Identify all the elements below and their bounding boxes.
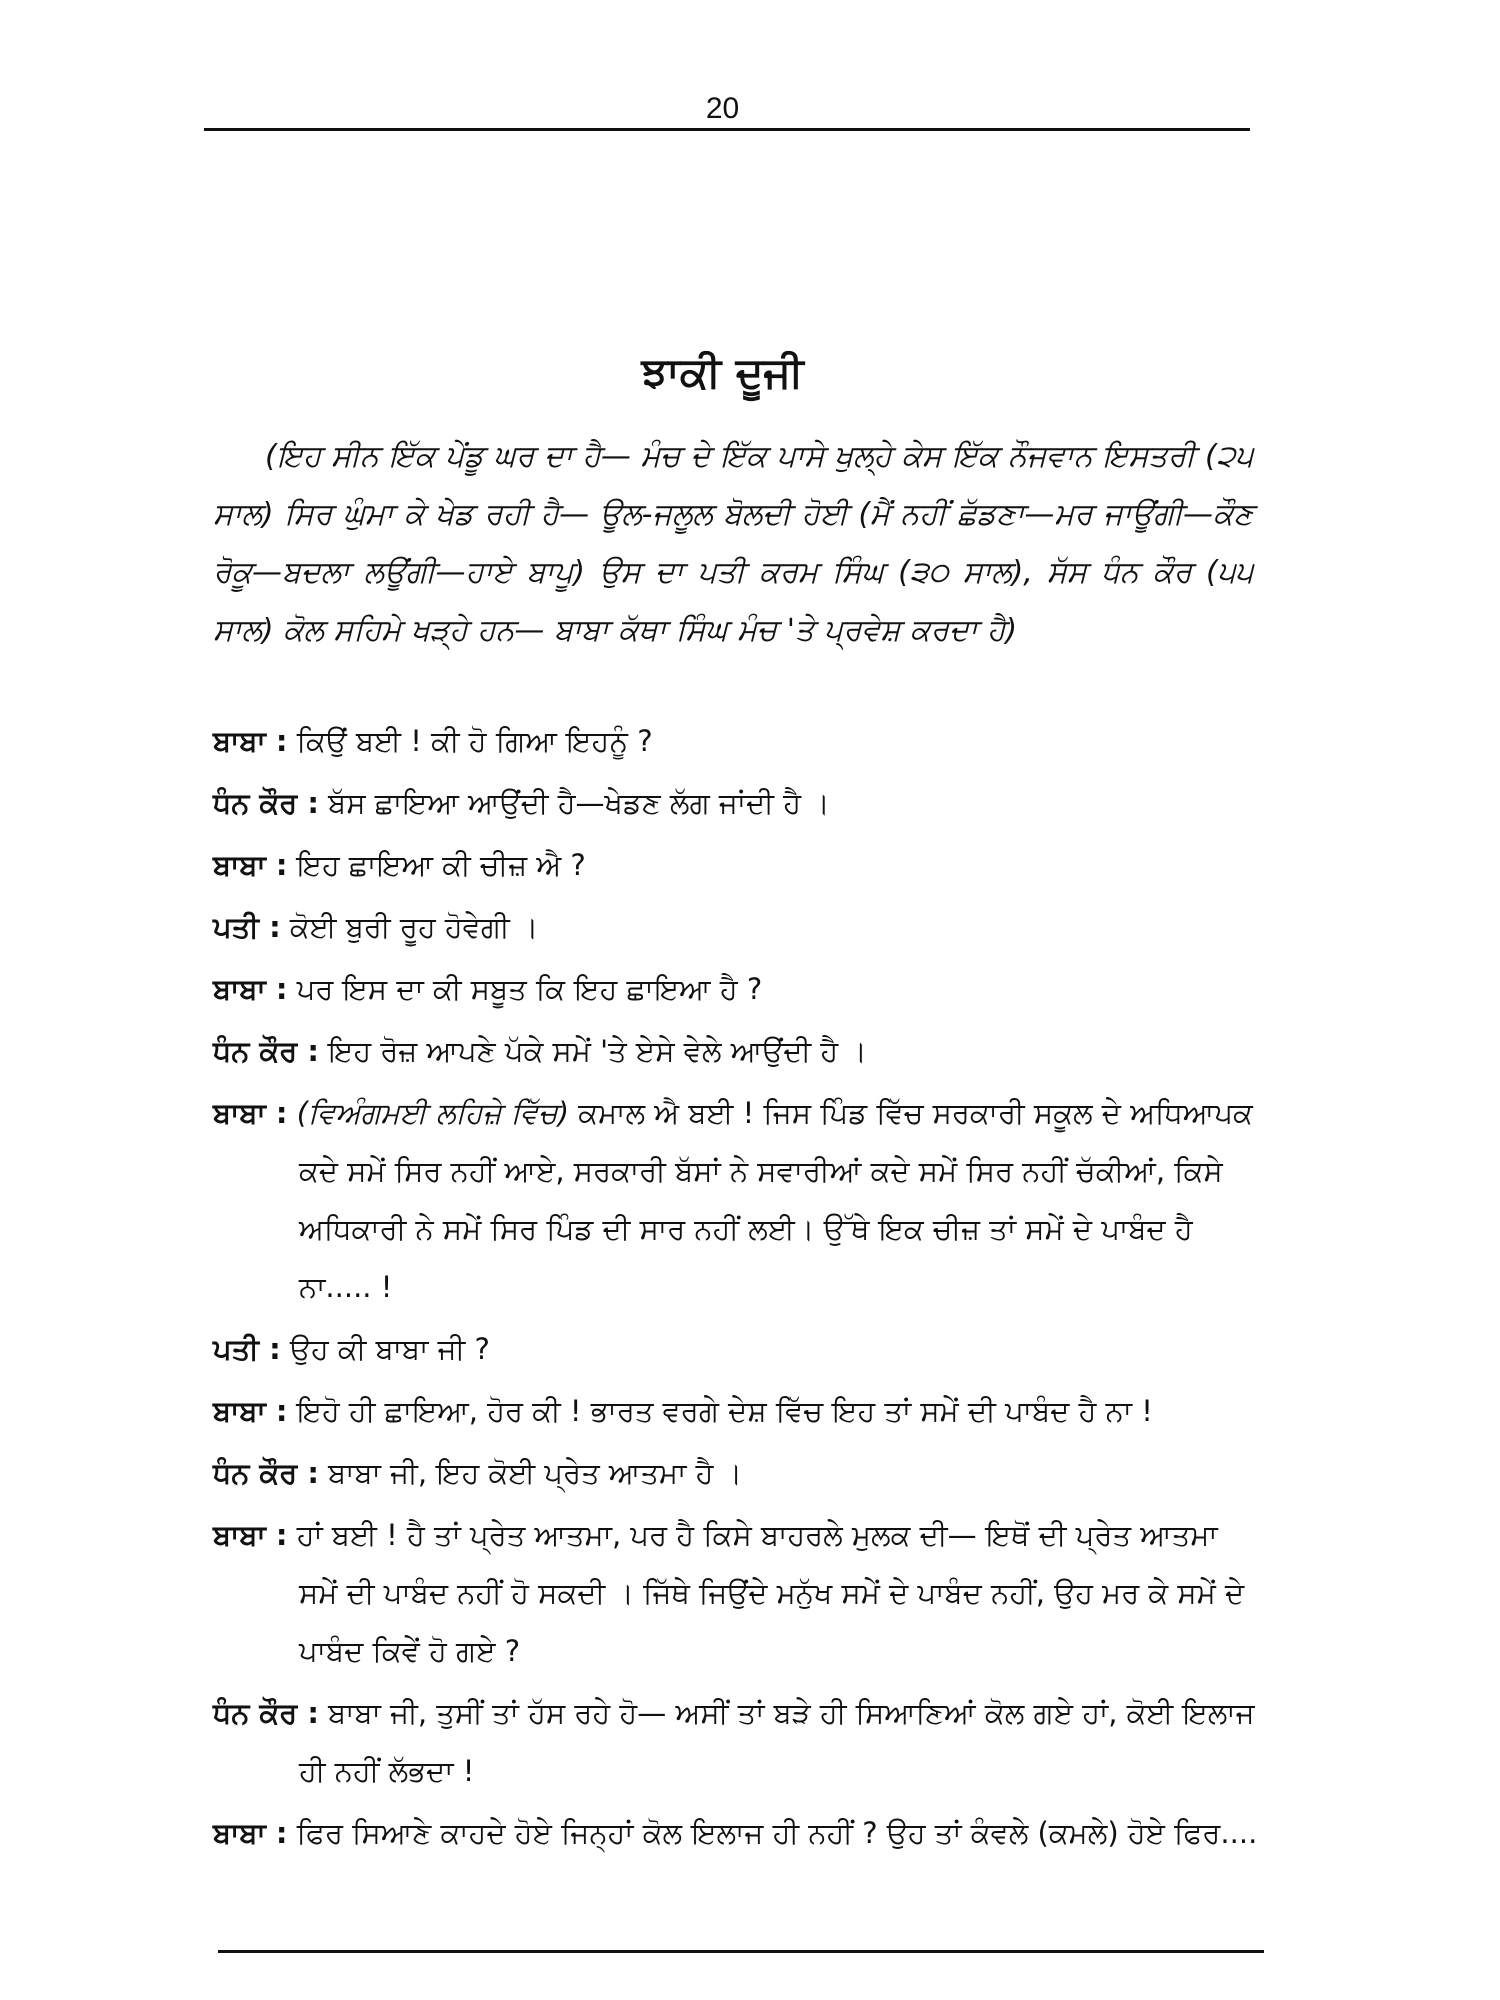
speaker-name: ਬਾਬਾ : — [213, 1096, 288, 1130]
dialogue-line — [213, 712, 1263, 770]
speaker-name: ਧੰਨ ਕੌਰ : — [213, 786, 319, 820]
speech-text: ਬੱਸ ਛਾਇਆ ਆਉਂਦੀ ਹੈ—ਖੇਡਣ ਲੱਗ ਜਾਂਦੀ ਹੈ । — [328, 786, 830, 820]
speech-text: ਪਰ ਇਸ ਦਾ ਕੀ ਸਬੂਤ ਕਿ ਇਹ ਛਾਇਆ ਹੈ ? — [296, 972, 763, 1006]
speaker-name: ਬਾਬਾ : — [213, 972, 288, 1006]
header-rule — [204, 128, 1250, 131]
dialogue-line — [213, 774, 1263, 832]
speaker-name: ਬਾਬਾ : — [213, 1518, 288, 1552]
dialogue-block — [213, 712, 1263, 1866]
speech-text: ਹਾਂ ਬਈ ! ਹੈ ਤਾਂ ਪ੍ਰੇਤ ਆਤਮਾ, ਪਰ ਹੈ ਕਿਸੇ ਬਾਹਰਲੇ ਮੁਲਕ ਦੀ— ਇਥੋਂ ਦੀ ਪ੍ਰੇਤ ਆਤਮਾ ਸਮੇਂ ਦੀ ਪਾਬੰਦ ਨਹੀਂ ਹੋ ਸਕਦੀ । ਜਿੱਥੇ ਜਿਉਂਦੇ ਮਨੁੱਖ ਸਮੇਂ ਦੇ ਪਾਬੰਦ ਨਹੀਂ, ਉਹ ਮਰ ਕੇ ਸਮੇਂ ਦੇ ਪਾਬੰਦ ਕਿਵੇਂ ਹੋ ਗਏ ? — [296, 1518, 1245, 1668]
dialogue-line — [213, 836, 1263, 894]
speaker-name: ਧੰਨ ਕੌਰ : — [213, 1456, 319, 1490]
dialogue-line — [213, 1022, 1263, 1080]
dialogue-line — [213, 898, 1263, 956]
stage-aside: (ਵਿਅੰਗਮਈ ਲਹਿਜ਼ੇ ਵਿੱਚ) — [296, 1096, 570, 1130]
speaker-name: ਬਾਬਾ : — [213, 1394, 288, 1428]
speaker-name: ਧੰਨ ਕੌਰ : — [213, 1034, 319, 1068]
footer-rule — [218, 1950, 1264, 1953]
speech-text: ਕਿਉਂ ਬਈ ! ਕੀ ਹੋ ਗਿਆ ਇਹਨੂੰ ? — [296, 724, 653, 758]
speaker-name: ਬਾਬਾ : — [213, 1816, 288, 1850]
speech-text: ਫਿਰ ਸਿਆਣੇ ਕਾਹਦੇ ਹੋਏ ਜਿਨ੍ਹਾਂ ਕੋਲ ਇਲਾਜ ਹੀ ਨਹੀਂ ? ਉਹ ਤਾਂ ਕੰਵਲੇ (ਕਮਲੇ) ਹੋਏ ਫਿਰ.... — [296, 1816, 1258, 1850]
speech-text: ਇਹ ਛਾਇਆ ਕੀ ਚੀਜ਼ ਐ ? — [296, 848, 586, 882]
speaker-name: ਬਾਬਾ : — [213, 724, 288, 758]
speaker-name: ਧੰਨ ਕੌਰ : — [213, 1696, 319, 1730]
speech-text: ਇਹੋ ਹੀ ਛਾਇਆ, ਹੋਰ ਕੀ ! ਭਾਰਤ ਵਰਗੇ ਦੇਸ਼ ਵਿੱਚ ਇਹ ਤਾਂ ਸਮੇਂ ਦੀ ਪਾਬੰਦ ਹੈ ਨਾ ! — [296, 1394, 1153, 1428]
speech-text: ਬਾਬਾ ਜੀ, ਇਹ ਕੋਈ ਪ੍ਰੇਤ ਆਤਮਾ ਹੈ । — [328, 1456, 743, 1490]
dialogue-line — [213, 1804, 1263, 1862]
speech-text: ਇਹ ਰੋਜ਼ ਆਪਣੇ ਪੱਕੇ ਸਮੇਂ 'ਤੇ ਏਸੇ ਵੇਲੇ ਆਉਂਦੀ ਹੈ । — [328, 1034, 867, 1068]
speaker-name: ਬਾਬਾ : — [213, 848, 288, 882]
speech-text: ਕੋਈ ਬੁਰੀ ਰੂਹ ਹੋਵੇਗੀ । — [289, 910, 539, 944]
speech-text: ਉਹ ਕੀ ਬਾਬਾ ਜੀ ? — [289, 1332, 490, 1366]
dialogue-line — [213, 1382, 1263, 1440]
speaker-name: ਪਤੀ : — [213, 910, 281, 944]
speech-text: ਬਾਬਾ ਜੀ, ਤੁਸੀਂ ਤਾਂ ਹੱਸ ਰਹੇ ਹੋ— ਅਸੀਂ ਤਾਂ ਬੜੇ ਹੀ ਸਿਆਣਿਆਂ ਕੋਲ ਗਏ ਹਾਂ, ਕੋਈ ਇਲਾਜ ਹੀ ਨਹੀਂ ਲੱਭਦਾ ! — [299, 1696, 1255, 1788]
dialogue-line — [213, 1506, 1263, 1680]
stage-direction: (ਇਹ ਸੀਨ ਇੱਕ ਪੇਂਡੂ ਘਰ ਦਾ ਹੈ— ਮੰਚ ਦੇ ਇੱਕ ਪਾਸੇ ਖੁਲ੍ਹੇ ਕੇਸ ਇੱਕ ਨੌਜਵਾਨ ਇਸਤਰੀ (੨੫ ਸਾਲ) ਸਿਰ ਘੁੰਮਾ ਕੇ ਖੇਡ ਰਹੀ ਹੈ— ਊਲ-ਜਲੂਲ ਬੋਲਦੀ ਹੋਈ (ਮੈਂ ਨਹੀਂ ਛੱਡਣਾ—ਮਰ ਜਾਊਂਗੀ—ਕੌਣ ਰੋਕੂ—ਬਦਲਾ ਲਊਂਗੀ—ਹਾਏ ਬਾਪੂ) ਉਸ ਦਾ ਪਤੀ ਕਰਮ ਸਿੰਘ (੩੦ ਸਾਲ), ਸੱਸ ਧੰਨ ਕੌਰ (੫੫ ਸਾਲ) ਕੋਲ ਸਹਿਮੇ ਖੜ੍ਹੇ ਹਨ— ਬਾਬਾ ਕੱਥਾ ਸਿੰਘ ਮੰਚ 'ਤੇ ਪ੍ਰਵੇਸ਼ ਕਰਦਾ ਹੈ) — [213, 439, 1253, 648]
speaker-name: ਪਤੀ : — [213, 1332, 281, 1366]
page-number: 20 — [705, 92, 740, 125]
dialogue-line — [213, 1684, 1263, 1800]
dialogue-line — [213, 1320, 1263, 1378]
speech-text: ਕਮਾਲ ਐ ਬਈ ! ਜਿਸ ਪਿੰਡ ਵਿੱਚ ਸਰਕਾਰੀ ਸਕੂਲ ਦੇ ਅਧਿਆਪਕ ਕਦੇ ਸਮੇਂ ਸਿਰ ਨਹੀਂ ਆਏ, ਸਰਕਾਰੀ ਬੱਸਾਂ ਨੇ ਸਵਾਰੀਆਂ ਕਦੇ ਸਮੇਂ ਸਿਰ ਨਹੀਂ ਚੱਕੀਆਂ, ਕਿਸੇ ਅਧਿਕਾਰੀ ਨੇ ਸਮੇਂ ਸਿਰ ਪਿੰਡ ਦੀ ਸਾਰ ਨਹੀਂ ਲਈ। ਉੱਥੇ ਇਕ ਚੀਜ਼ ਤਾਂ ਸਮੇਂ ਦੇ ਪਾਬੰਦ ਹੈ ਨਾ..... ! — [299, 1096, 1253, 1304]
dialogue-line — [213, 1444, 1263, 1502]
dialogue-line — [213, 960, 1263, 1018]
dialogue-line — [213, 1084, 1263, 1316]
scene-title: ਝਾਕੀ ਦੂਜੀ — [641, 348, 804, 397]
